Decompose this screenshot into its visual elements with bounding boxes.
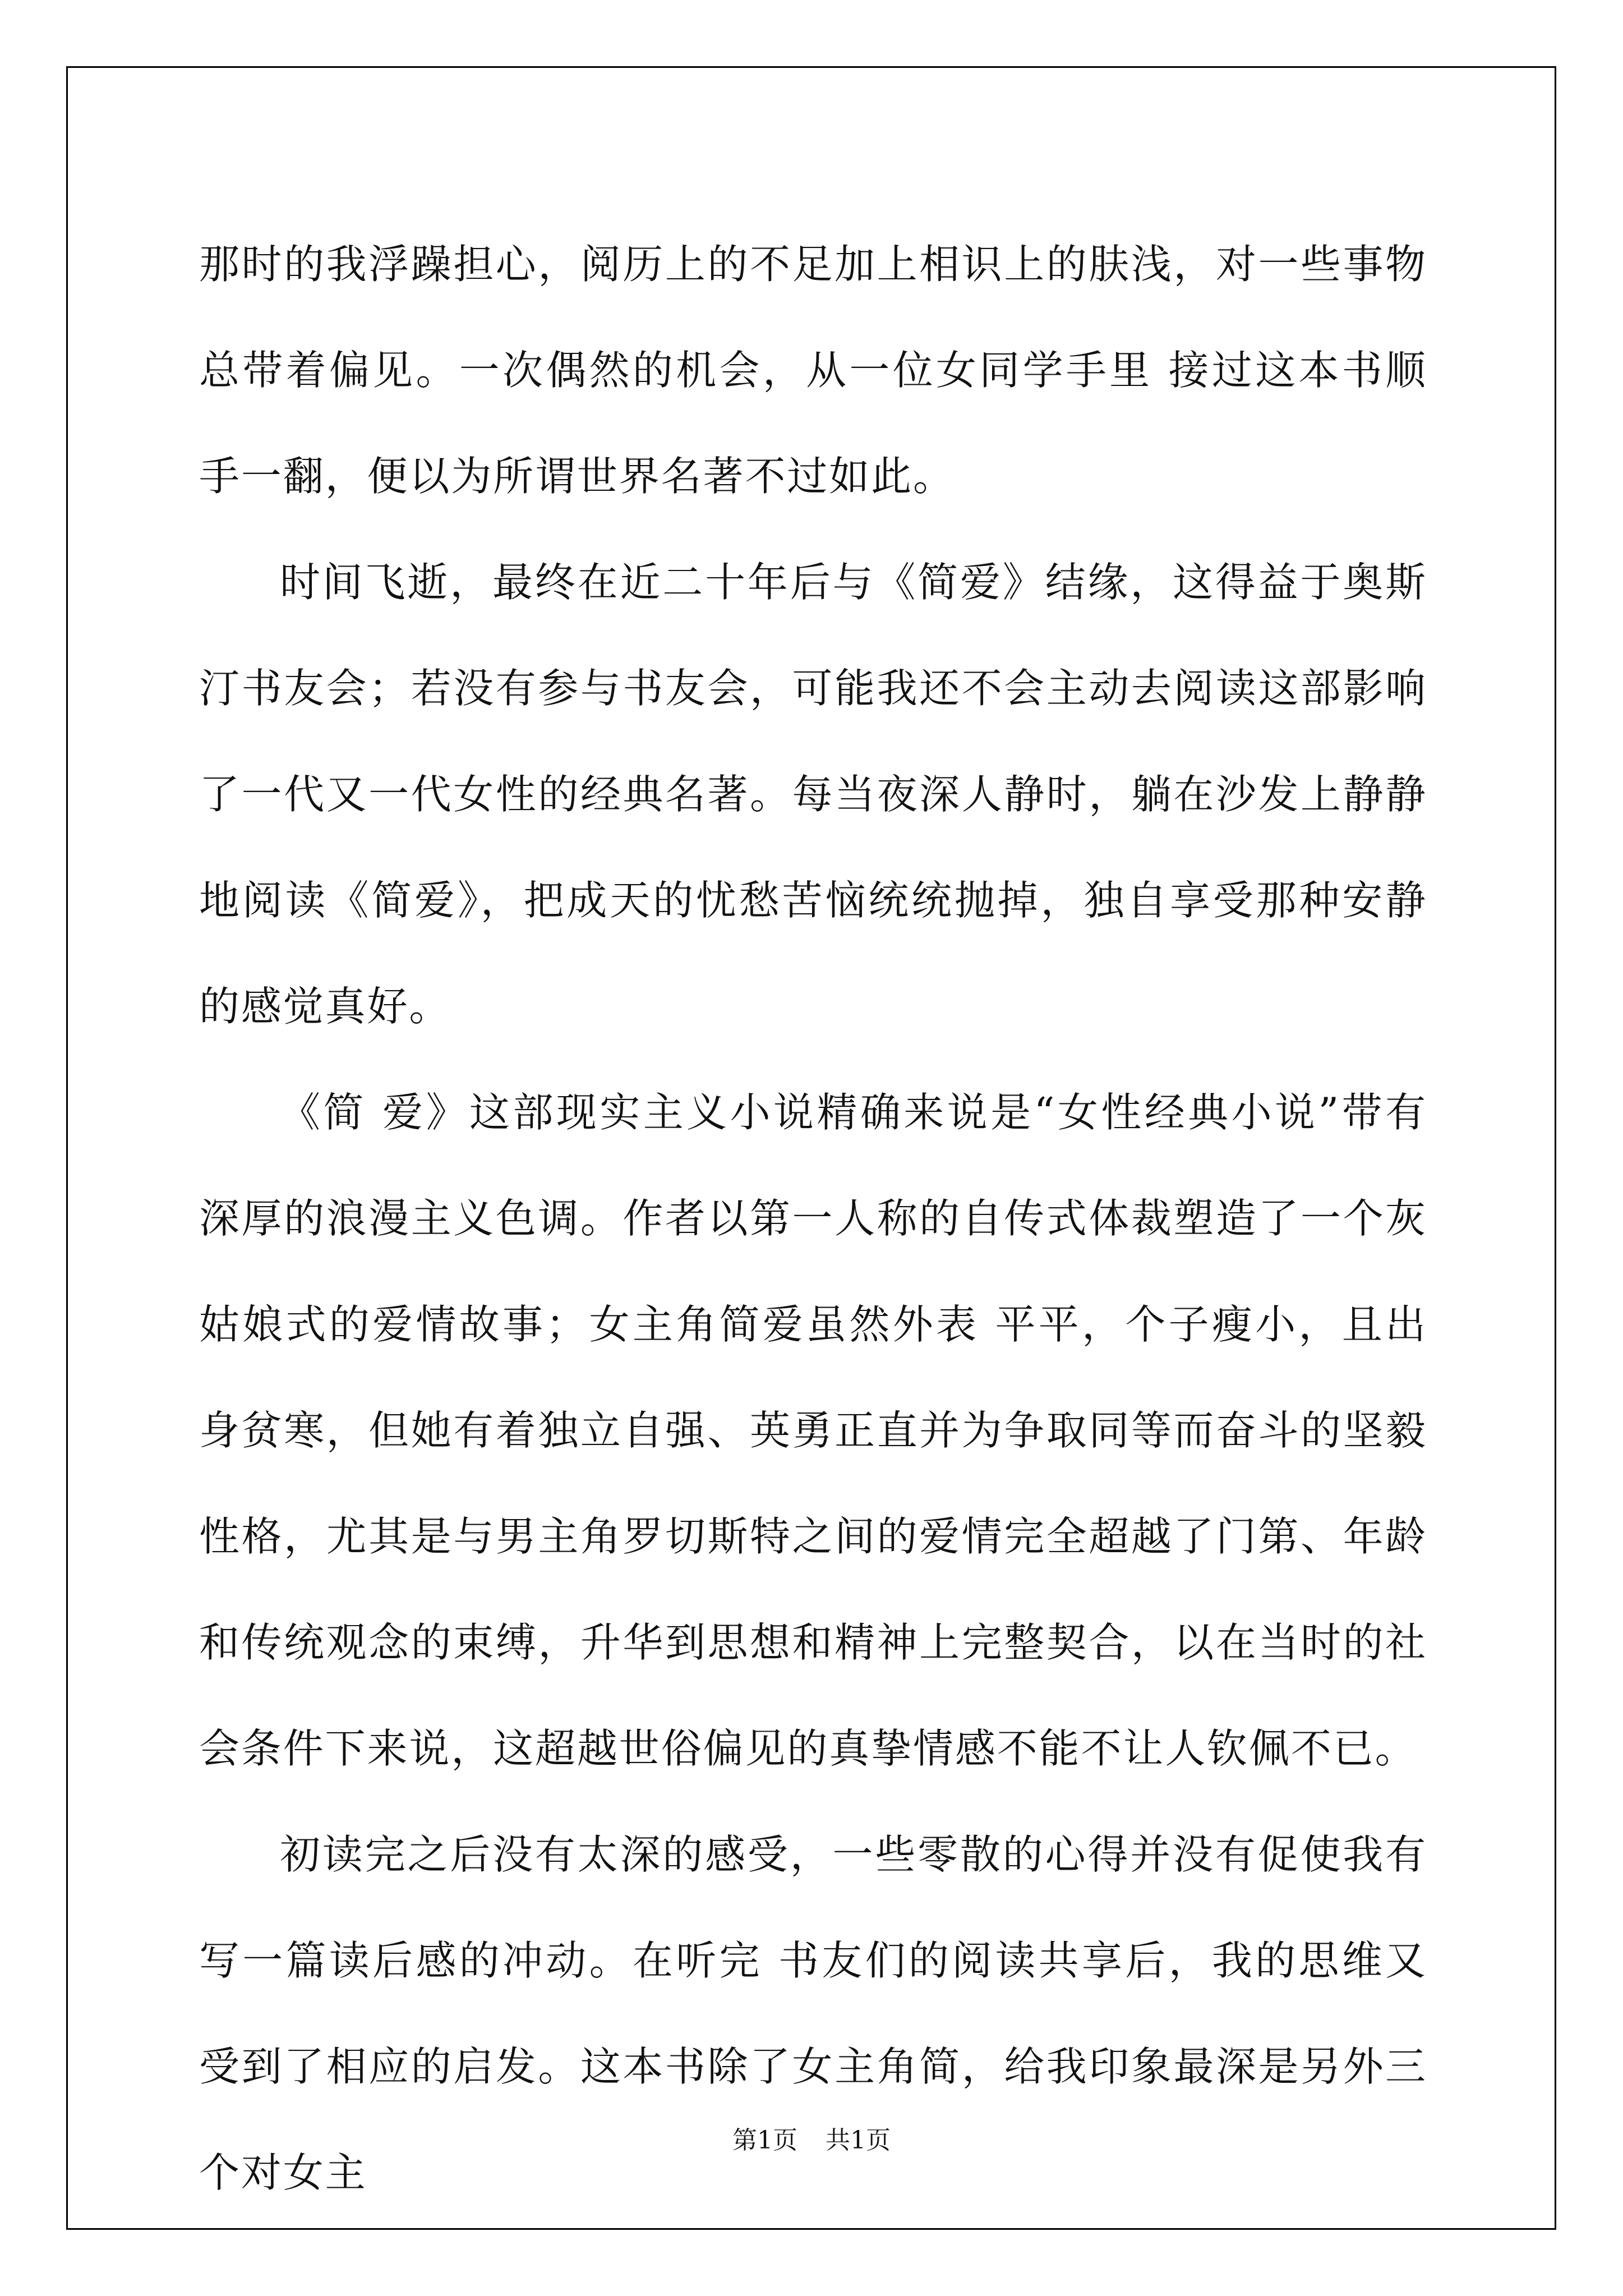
paragraph-4: 初读完之后没有太深的感受，一些零散的心得并没有促使我有写一篇读后感的冲动。在听完 书友们的阅读共享后，我的思维又受到了相应的启发。这本书除了女主角简，给我印象最深是另外三个对女主 (199, 1831, 1427, 2196)
page-footer (0, 2125, 1623, 2156)
document-body (199, 211, 1427, 2226)
total-pages: 共1页 (826, 2126, 891, 2155)
paragraph-1: 那时的我浮躁担心，阅历上的不足加上相识上的肤浅，对一些事物总带着偏见。一次偶然的机会，从一位女同学手里 接过这本书顺手一翻，便以为所谓世界名著不过如此。 (199, 241, 1427, 500)
paragraph-3: 《简 爱》这部现实主义小说精确来说是“女性经典小说”带有深厚的浪漫主义色调。作者以第一人称的自传式体裁塑造了一个灰姑娘式的爱情故事；女主角简爱虽然外表 平平，个子瘦小，且出身贫寒，但她有着独立自强、英勇正直并为争取同等而奋斗的坚毅性格，尤其是与男主角罗切斯特之间的爱情完全超越了门第、年龄和传统观念的束缚，升华到思想和精神上完整契合，以在当时的社会条件下来说，这超越世俗偏见的真挚情感不能不让人钦佩不已。 (199, 1089, 1427, 1772)
paragraph-2: 时间飞逝，最终在近二十年后与《简爱》结缘，这得益于奥斯汀书友会；若没有参与书友会，可能我还不会主动去阅读这部影响了一代又一代女性的经典名著。每当夜深人静时，躺在沙发上静静地阅读《简爱》，把成天的忧愁苦恼统统抛掉，独自享受那种安静的感觉真好。 (199, 559, 1427, 1030)
page-number: 第1页 (732, 2126, 797, 2155)
